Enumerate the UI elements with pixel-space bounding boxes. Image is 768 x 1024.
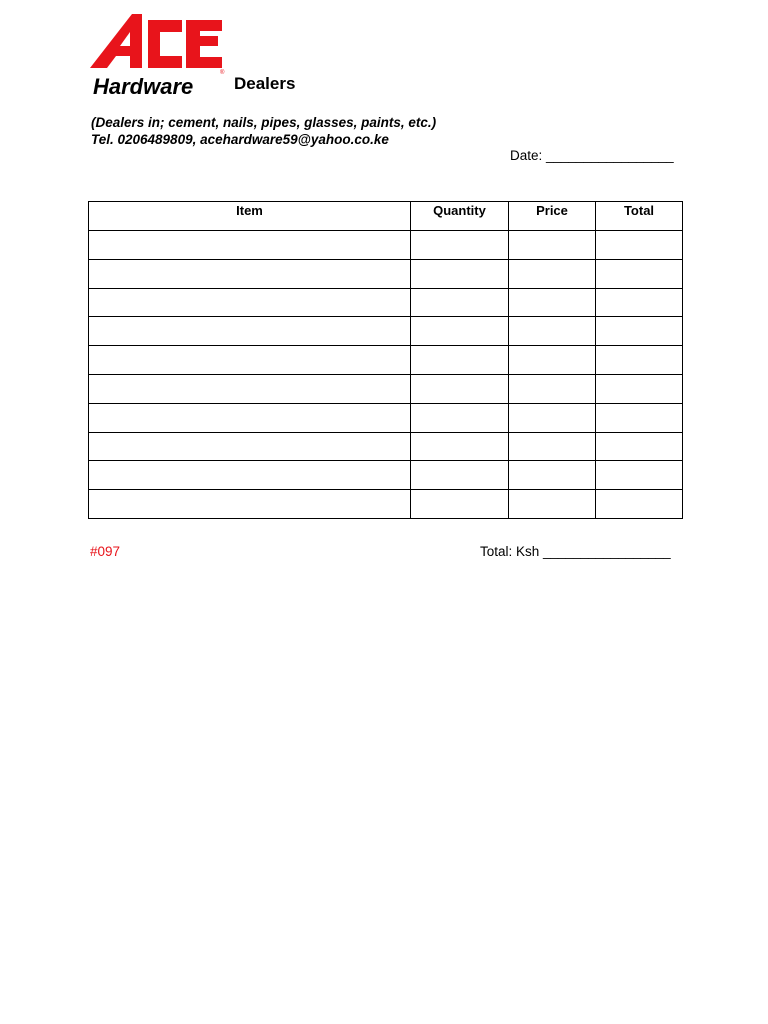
quantity-cell[interactable] — [411, 374, 509, 403]
table-row — [89, 374, 683, 403]
table-row — [89, 403, 683, 432]
price-cell[interactable] — [509, 461, 596, 490]
quantity-cell[interactable] — [411, 490, 509, 519]
dealers-title: Dealers — [234, 74, 296, 93]
quantity-cell[interactable] — [411, 403, 509, 432]
column-header-total: Total — [596, 202, 683, 231]
table-row — [89, 346, 683, 375]
item-cell[interactable] — [89, 317, 411, 346]
total-cell[interactable] — [596, 432, 683, 461]
price-cell[interactable] — [509, 288, 596, 317]
date-field[interactable]: Date: _________________ — [510, 148, 674, 163]
table-row — [89, 317, 683, 346]
quantity-cell[interactable] — [411, 346, 509, 375]
item-cell[interactable] — [89, 346, 411, 375]
items-table — [88, 201, 683, 519]
price-cell[interactable] — [509, 231, 596, 260]
total-cell[interactable] — [596, 490, 683, 519]
ace-hardware-logo — [90, 14, 230, 98]
item-cell[interactable] — [89, 432, 411, 461]
serial-number: #097 — [90, 544, 121, 559]
item-cell[interactable] — [89, 403, 411, 432]
item-cell[interactable] — [89, 231, 411, 260]
total-cell[interactable] — [596, 374, 683, 403]
quantity-cell[interactable] — [411, 288, 509, 317]
price-cell[interactable] — [509, 432, 596, 461]
quantity-cell[interactable] — [411, 461, 509, 490]
price-cell[interactable] — [509, 374, 596, 403]
total-field[interactable]: Total: Ksh _________________ — [480, 544, 671, 559]
table-row — [89, 461, 683, 490]
contact-info: Tel. 0206489809, acehardware59@yahoo.co.ke — [91, 132, 389, 147]
column-header-price: Price — [509, 202, 596, 231]
total-cell[interactable] — [596, 461, 683, 490]
item-cell[interactable] — [89, 288, 411, 317]
total-cell[interactable] — [596, 259, 683, 288]
logo-hardware-text: Hardware — [93, 74, 194, 98]
price-cell[interactable] — [509, 259, 596, 288]
table-row — [89, 432, 683, 461]
quantity-cell[interactable] — [411, 317, 509, 346]
price-cell[interactable] — [509, 403, 596, 432]
total-cell[interactable] — [596, 317, 683, 346]
column-header-item: Item — [89, 202, 411, 231]
total-cell[interactable] — [596, 288, 683, 317]
table-header-row — [89, 202, 683, 231]
item-cell[interactable] — [89, 374, 411, 403]
price-cell[interactable] — [509, 346, 596, 375]
item-cell[interactable] — [89, 490, 411, 519]
tagline: (Dealers in; cement, nails, pipes, glasses, paints, etc.) — [91, 115, 437, 130]
price-cell[interactable] — [509, 490, 596, 519]
total-cell[interactable] — [596, 231, 683, 260]
table-row — [89, 288, 683, 317]
price-cell[interactable] — [509, 317, 596, 346]
table-row — [89, 231, 683, 260]
table-row — [89, 490, 683, 519]
total-cell[interactable] — [596, 403, 683, 432]
total-cell[interactable] — [596, 346, 683, 375]
quantity-cell[interactable] — [411, 231, 509, 260]
quantity-cell[interactable] — [411, 432, 509, 461]
item-cell[interactable] — [89, 259, 411, 288]
column-header-quantity: Quantity — [411, 202, 509, 231]
quantity-cell[interactable] — [411, 259, 509, 288]
table-row — [89, 259, 683, 288]
logo-registered: ® — [220, 70, 225, 76]
item-cell[interactable] — [89, 461, 411, 490]
